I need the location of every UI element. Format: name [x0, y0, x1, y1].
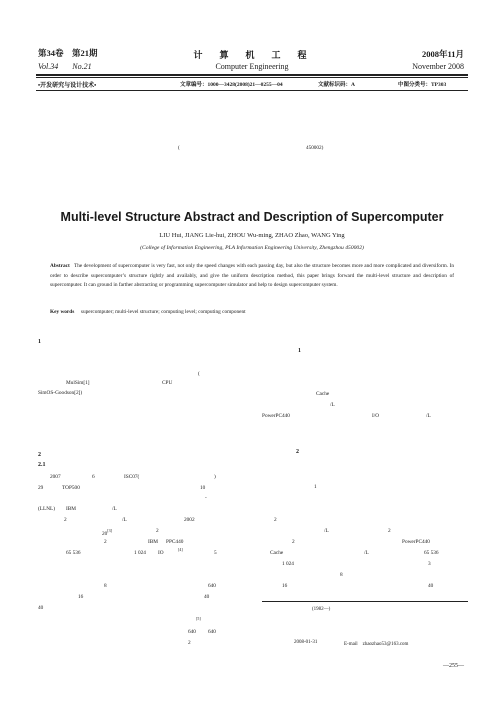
right-slash-l: /L — [330, 402, 335, 408]
l5-c: 2002 — [184, 517, 195, 523]
multisim-ref: MulSim[1] — [66, 380, 90, 386]
l7-b: IBM — [148, 539, 159, 545]
simos-ref: SimOS-Goodson[2]) — [38, 390, 83, 396]
l7-c: PPC440 — [166, 539, 184, 545]
section-2-1-heading: 2.1 — [38, 462, 46, 468]
l8-d: [4] — [178, 547, 183, 552]
right-l-j: 16 — [282, 583, 288, 589]
abstract-text: The development of supercomputer is very fast, not only the speed changes with each passing day, but also the structure becomes more and more complicated and diversiform. In order to describe supercomputer’s structure rightly and availably, and give the uniform description method, this paper brings forward the multi-level structure and description of supercomputer. It can ground in farther abstracting or programming supercomputer simulator and help to design supercomputer system. — [50, 263, 454, 288]
date-en: November 2008 — [412, 62, 464, 71]
right-slash-l2: /L — [426, 413, 431, 419]
right-l-i: 8 — [340, 572, 343, 578]
paper-title-en: Multi-level Structure Abstract and Description of Supercomputer — [60, 210, 444, 224]
right-cache: Cache — [316, 391, 330, 397]
right-l-b: 2 — [388, 528, 391, 534]
footnote-date: 2008-01-31 — [294, 640, 318, 645]
section-tag: •开发研究与设计技术• — [38, 83, 97, 89]
l6-b-ref: [3] — [107, 528, 112, 533]
l5-b: /L — [122, 517, 127, 523]
authors-en: LIU Hui, JIANG Lie-hui, ZHOU Wu-ming, ZHAO Zhao, WANG Ying — [159, 232, 345, 239]
l1-a: 2007 — [50, 474, 61, 480]
article-number: 文章编号：1000—3428(2008)21—0255—04 — [180, 82, 283, 88]
right-l-f: 65 536 — [424, 550, 439, 556]
keywords-text: supercomputer; multi-level structure; computing level; computing component — [80, 309, 246, 315]
right-n1: 1 — [314, 484, 317, 490]
issue-en: No.21 — [72, 62, 92, 71]
volume-issue-cn: 第34卷 第21期 — [38, 48, 98, 58]
l4-c: /L — [112, 506, 117, 512]
l8-c: IO — [158, 550, 164, 556]
right-ppc440: PowerPC440 — [262, 413, 290, 419]
document-code: 文献标识码：A — [318, 82, 355, 88]
footnote-rule — [262, 601, 468, 602]
l2-b: TOP500 — [62, 485, 80, 491]
l1-c: ISC07( — [124, 474, 140, 480]
l11: 40 — [38, 605, 44, 611]
l6-a-val: 20 — [102, 530, 108, 537]
abstract — [50, 262, 454, 291]
l2-c: 10 — [200, 485, 206, 491]
affiliation-en: (College of Information Engineering, PLA Information Engineering University, Zhengzhou 450002) — [140, 245, 364, 251]
cn-affil-zip: 450002) — [306, 145, 324, 151]
header-rule-top — [36, 74, 468, 76]
classification-number: 中图分类号：TP303 — [398, 82, 447, 88]
abstract-label: Abstract — [50, 263, 70, 269]
section-1-heading: 1 — [38, 339, 41, 345]
l8-a: 65 536 — [66, 550, 81, 556]
figure-2-label: 2 — [296, 449, 299, 455]
right-l-h: 3 — [428, 561, 431, 567]
footnote-email: E-mail zhaozhao53@163.com — [344, 642, 409, 647]
l2-a: 29 — [38, 485, 44, 491]
l5-a: 2 — [64, 517, 67, 523]
right-cache2: Cache — [270, 550, 284, 556]
left-paren: ( — [198, 371, 200, 377]
l10-a: 16 — [78, 594, 84, 600]
keywords — [50, 309, 246, 315]
header-rule-thin — [36, 77, 468, 78]
l6-c: 2 — [156, 528, 159, 534]
l1-b: 6 — [92, 474, 95, 480]
right-n2b: 2 — [274, 517, 277, 523]
l8-e: 5 — [214, 550, 217, 556]
l13-a: 640 — [188, 629, 196, 635]
keywords-label: Key words — [50, 309, 75, 315]
l9-b: 640 — [208, 583, 216, 589]
footnote-bio: (1982—) — [312, 607, 331, 612]
right-l-k: 40 — [428, 583, 434, 589]
volume-en: Vol.34 — [38, 62, 59, 71]
right-l-e: /L — [364, 550, 369, 556]
l10-b: 40 — [204, 594, 210, 600]
figure-1-label: 1 — [298, 348, 301, 354]
journal-title-en: Computer Engineering — [215, 62, 289, 71]
l14: 2 — [188, 640, 191, 646]
date-cn: 2008年11月 — [421, 49, 464, 59]
right-l-g: 1 024 — [282, 561, 294, 567]
meta-rule — [36, 90, 468, 91]
right-l-d: PowerPC440 — [402, 539, 430, 545]
l4-a: (LLNL) — [38, 506, 56, 512]
cn-affil-paren: ( — [178, 145, 180, 151]
l8-b: 1 024 — [134, 550, 146, 556]
right-l-c: 2 — [292, 539, 295, 545]
l4-b: IBM — [66, 506, 77, 512]
l1-d: ) — [214, 474, 216, 480]
journal-title-cn: 计 算 机 工 程 — [193, 50, 311, 60]
l7-a: 2 — [104, 539, 107, 545]
page-number: —255— — [443, 663, 464, 669]
right-l-a: /L — [324, 528, 329, 534]
section-2-heading: 2 — [38, 452, 41, 458]
cpu-label: CPU — [162, 380, 173, 386]
l12-ref: [5] — [196, 616, 201, 621]
l6-a — [102, 528, 112, 537]
l9-a: 8 — [104, 583, 107, 589]
l13-b: 640 — [208, 629, 216, 635]
right-io: I/O — [372, 413, 380, 419]
l3: - — [205, 495, 207, 501]
